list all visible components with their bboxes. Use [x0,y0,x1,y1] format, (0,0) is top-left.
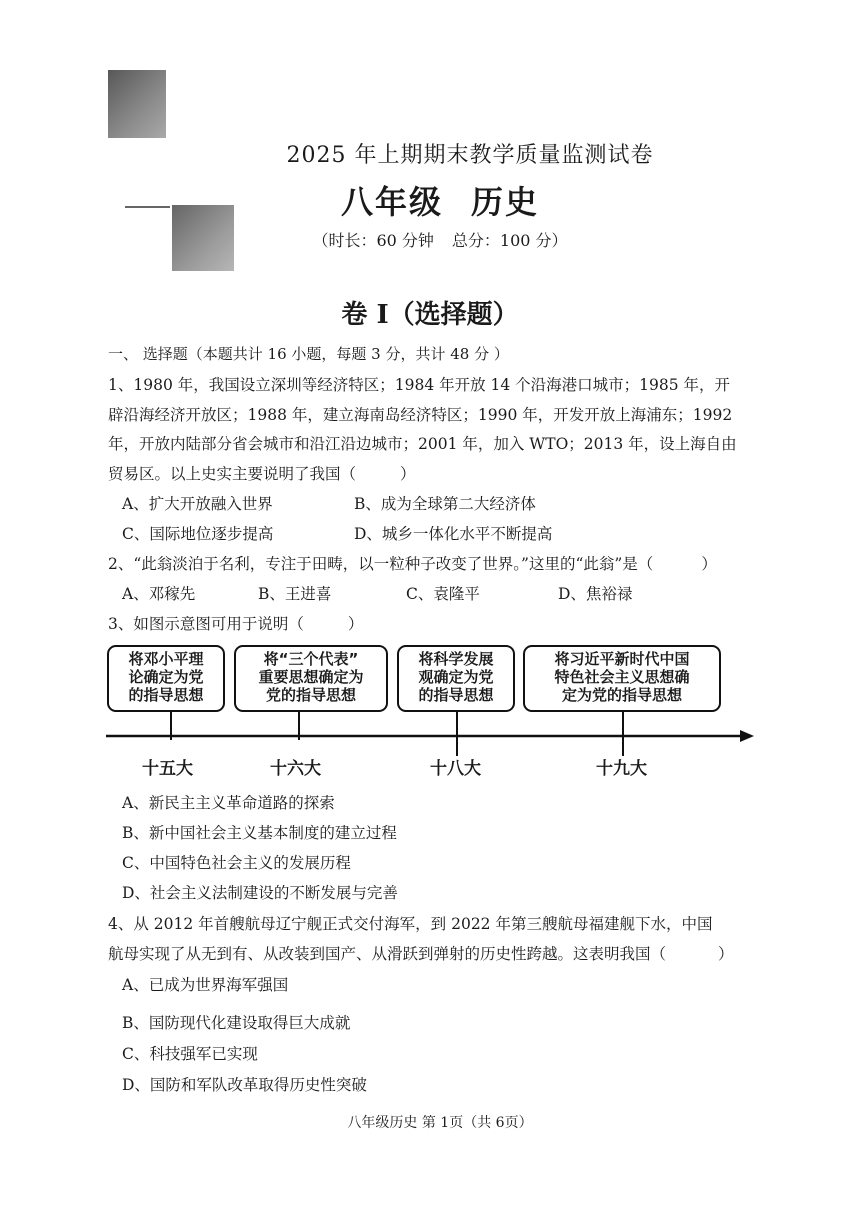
option-c: C、科技强军已实现 [122,1045,258,1063]
option-b: B、成为全球第二大经济体 [354,495,536,513]
question-stem-end [108,612,363,634]
question-text-line: 航母实现了从无到有、从改装到国产、从滑跃到弹射的历史性跨越。这表明我国（ [108,945,667,963]
option-b: B、新中国社会主义基本制度的建立过程 [122,824,397,842]
timeline-label: 十八大 [430,759,481,779]
grade-subject [0,177,860,223]
question-text-line: 3、如图示意图可用于说明（ [108,615,304,633]
redaction-mark [108,70,166,138]
answer-paren: ） [400,465,416,483]
question-stem-end [108,462,416,484]
option-a: A、扩大开放融入世界 [122,495,273,513]
question-text-line: 辟沿海经济开放区；1988 年，建立海南岛经济特区；1990 年，开发开放上海浦东；1992 [108,406,733,424]
exam-title: 2025 年上期期末教学质量监测试卷 [286,143,654,168]
option-c: C、袁隆平 [406,585,480,603]
section-title: 卷 I（选择题） [341,300,519,330]
option-a: A、已成为世界海军强国 [122,976,289,994]
option-c: C、国际地位逐步提高 [122,525,274,543]
timeline-label: 十六大 [270,759,321,779]
question-text-line: 1、1980 年，我国设立深圳等经济特区；1984 年开放 14 个沿海港口城市；1985 年，开 [108,376,731,394]
option-d: D、城乡一体化水平不断提高 [354,525,553,543]
option-d: D、焦裕禄 [558,585,633,603]
answer-paren: ） [347,615,364,633]
timeline-label: 十九大 [596,759,647,779]
question-text-line: 贸易区。以上史实主要说明了我国（ [108,465,357,483]
timeline-label: 十五大 [142,759,193,779]
option-c: C、中国特色社会主义的发展历程 [122,854,351,872]
question-text-line: 年，开放内陆部分省会城市和沿江沿边城市；2001 年，加入 WTO；2013 年，设上海自由 [108,435,737,453]
timeline-box-4: 将习近平新时代中国 特色社会主义思想确 定为党的指导思想 [523,645,721,712]
timeline-arrow [106,728,756,744]
option-b: B、王进喜 [258,585,332,603]
exam-meta [0,228,860,251]
grade: 八年级 [340,183,443,221]
page-footer: 八年级历史 第 1页（共 6页） [347,1115,533,1131]
option-d: D、国防和军队改革取得历史性突破 [122,1076,367,1094]
question-text-line: 4、从 2012 年首艘航母辽宁舰正式交付海军，到 2022 年第三艘航母福建舰下水，中国 [108,915,713,933]
answer-paren: ） [701,555,717,573]
duration: （时长：60 分钟 [312,231,434,250]
timeline-box-3: 将科学发展 观确定为党 的指导思想 [397,645,515,712]
answer-paren: ） [718,945,734,963]
timeline-box-1: 将邓小平理 论确定为党 的指导思想 [107,645,225,712]
option-d: D、社会主义法制建设的不断发展与完善 [122,884,398,902]
option-a: A、邓稼先 [122,585,196,603]
option-a: A、新民主主义革命道路的探索 [122,794,335,812]
option-b: B、国防现代化建设取得巨大成就 [122,1014,351,1032]
question-text-line: 2、“此翁淡泊于名利，专注于田畴，以一粒种子改变了世界。”这里的“此翁”是（ [108,555,654,573]
instruction: 一、 选择题（本题共计 16 小题，每题 3 分，共计 48 分 ） [108,345,509,363]
question-stem-end [108,942,734,964]
total-score: 总分：100 分） [451,231,568,250]
timeline-box-2: 将“三个代表” 重要思想确定为 党的指导思想 [234,645,388,712]
question-stem-end [108,552,717,574]
subject: 历史 [471,183,540,221]
